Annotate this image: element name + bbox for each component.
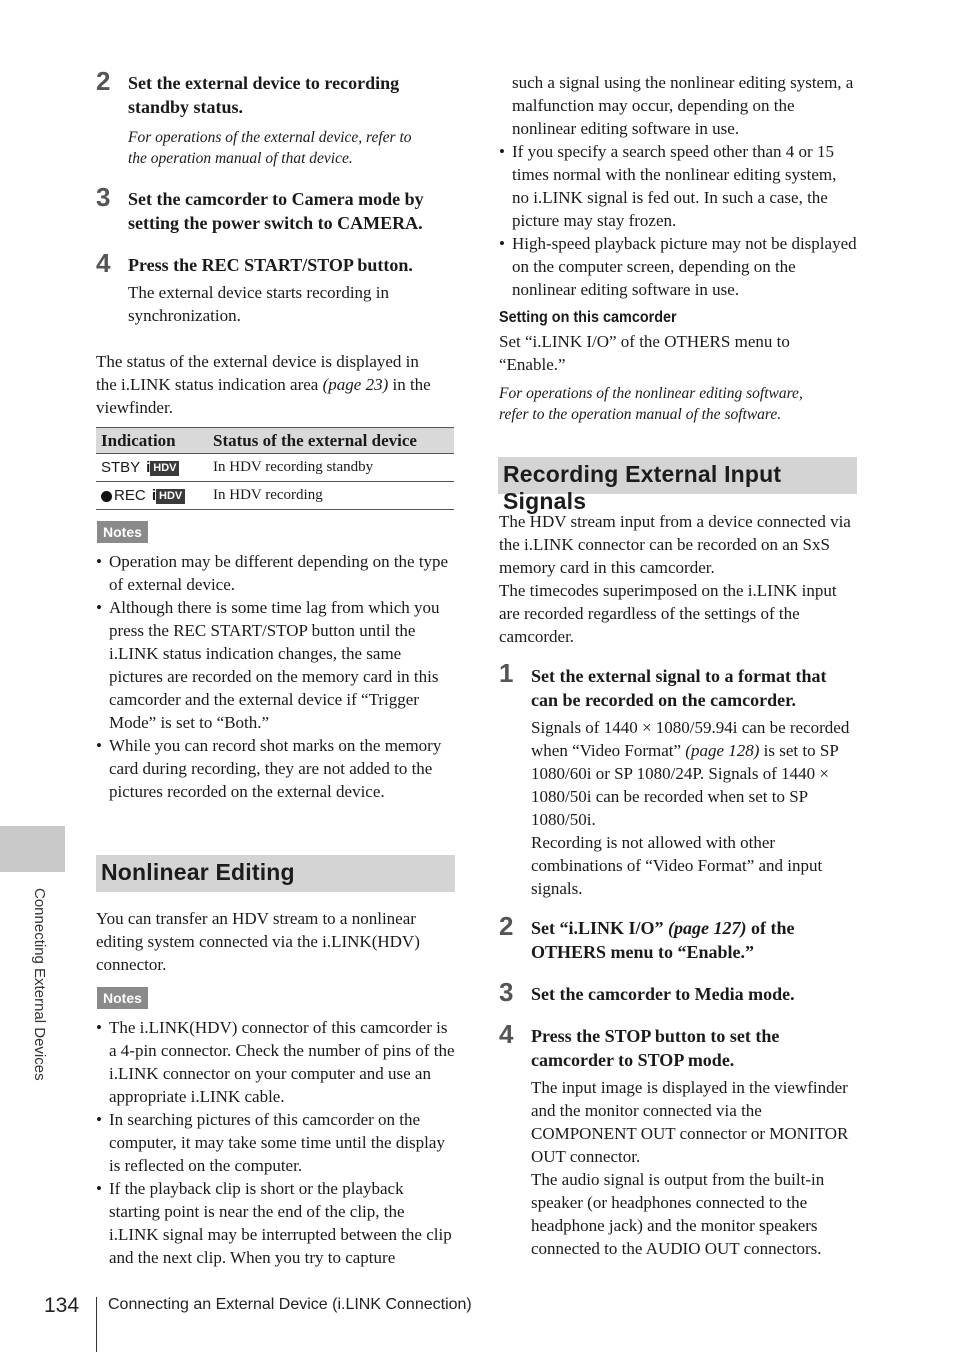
- table-header-indication: Indication: [96, 428, 208, 454]
- indication-cell: STBY i HDV: [96, 454, 208, 482]
- setting-paragraph: Set “i.LINK I/O” of the OTHERS menu to “Enable.”: [499, 332, 790, 374]
- list-item: • While you can record shot marks on the memory card during recording, they are not added to the pictures recorded on the external device.: [96, 734, 456, 803]
- list-item: • If the playback clip is short or the playback starting point is near the end of the clip, the i.LINK signal may be interrupted between the clip and the next clip. When you try to capture: [96, 1177, 456, 1269]
- step-4-number: 4: [96, 248, 111, 278]
- setting-note: For operations of the nonlinear editing software, refer to the operation manual of the software.: [499, 385, 803, 423]
- status-paragraph: The status of the external device is displayed in the i.LINK status indication area (page 23) in the viewfinder.: [96, 352, 431, 417]
- step-4-title: Press the REC START/STOP button.: [128, 255, 413, 275]
- list-item: • If you specify a search speed other than 4 or 15 times normal with the nonlinear editing system, no i.LINK signal is fed out. In such a case, the picture may stay frozen.: [499, 140, 857, 232]
- indication-cell: REC i HDV: [96, 482, 208, 510]
- page-ref-link[interactable]: (page 128): [685, 741, 760, 760]
- page-ref-link[interactable]: (page 23): [322, 375, 389, 394]
- step-2-number: 2: [96, 66, 111, 96]
- status-cell: In HDV recording standby: [208, 454, 454, 482]
- step-2-title: Set “i.LINK I/O” (page 127) of the OTHERS menu to “Enable.”: [531, 918, 795, 962]
- table-header-row: [96, 428, 454, 454]
- step-4-title: Press the STOP button to set the camcorder to STOP mode.: [531, 1026, 780, 1070]
- step-2-note: For operations of the external device, refer to the operation manual of that device.: [128, 129, 412, 167]
- table-row: [96, 482, 454, 510]
- continued-notes-list: [499, 71, 857, 301]
- running-title: Connecting an External Device (i.LINK Connection): [108, 1296, 472, 1313]
- step-4-body: The input image is displayed in the viewfinder and the monitor connected via the COMPONENT OUT connector or MONITOR OUT connector. The audio signal is output from the built-in speaker (or headphones connected to the headphone jack) and the monitor speakers connected to the AUDIO OUT connectors.: [531, 1078, 849, 1258]
- footer-divider: [96, 1297, 97, 1352]
- page-ref-link[interactable]: (page 127): [668, 918, 747, 938]
- section-heading-recording-external-input: Recording External Input Signals: [498, 457, 857, 494]
- list-item: • In searching pictures of this camcorder on the computer, it may take some time until the display is reflected on the computer.: [96, 1108, 456, 1177]
- step-3-number: 3: [96, 182, 111, 212]
- step-4-number: 4: [499, 1019, 514, 1049]
- step-1-number: 1: [499, 658, 514, 688]
- step-2-title: Set the external device to recording standby status.: [128, 73, 400, 117]
- list-item: • Although there is some time lag from which you press the REC START/STOP button until the i.LINK status indication changes, the same pictures are recorded on the memory card in this camcorder and the external device if “Trigger Mode” is set to “Both.”: [96, 596, 456, 734]
- notes-badge: Notes: [97, 987, 148, 1009]
- chapter-side-label: Connecting External Devices: [31, 888, 48, 1081]
- step-3-number: 3: [499, 977, 514, 1007]
- hdv-icon: HDV: [156, 489, 185, 504]
- page-number: 134: [44, 1294, 80, 1317]
- status-cell: In HDV recording: [208, 482, 454, 510]
- hdv-icon: HDV: [150, 461, 179, 476]
- list-item: • Operation may be different depending on the type of external device.: [96, 550, 456, 596]
- ilink-icon: i: [146, 459, 151, 476]
- step-1-body: Signals of 1440 × 1080/59.94i can be recorded when “Video Format” (page 128) is set to SP 1080/60i or SP 1080/24P. Signals of 1440 × 1080/50i can be recorded when set to SP 1080/50i. Recording is not allowed with other combinations of “Video Format” and input signals.: [531, 718, 850, 898]
- list-item: • The i.LINK(HDV) connector of this camcorder is a 4-pin connector. Check the number of pins of the i.LINK connector on your computer and use an appropriate i.LINK cable.: [96, 1016, 456, 1108]
- table-header-status: Status of the external device: [208, 428, 454, 454]
- step-4-body: The external device starts recording in synchronization.: [128, 283, 390, 325]
- list-item: • High-speed playback picture may not be displayed on the computer screen, depending on the nonlinear editing software in use.: [499, 232, 857, 301]
- chapter-side-tab: [0, 826, 65, 872]
- ilink-icon: i: [151, 487, 157, 504]
- list-item-continued: such a signal using the nonlinear editing system, a malfunction may occur, depending on the nonlinear editing software in use.: [512, 73, 854, 138]
- nonlinear-paragraph: You can transfer an HDV stream to a nonlinear editing system connected via the i.LINK(HDV) connector.: [96, 909, 420, 974]
- step-3-title: Set the camcorder to Media mode.: [531, 984, 795, 1004]
- record-dot-icon: [101, 491, 112, 502]
- step-2-number: 2: [499, 911, 514, 941]
- step-1-title: Set the external signal to a format that can be recorded on the camcorder.: [531, 666, 827, 710]
- notes-list: [96, 1016, 456, 1269]
- setting-subheading: Setting on this camcorder: [499, 309, 677, 326]
- status-table: [96, 427, 454, 510]
- table-row: [96, 454, 454, 482]
- section-heading-nonlinear-editing: Nonlinear Editing: [96, 855, 455, 892]
- notes-list: [96, 550, 456, 803]
- step-3-title: Set the camcorder to Camera mode by setting the power switch to CAMERA.: [128, 189, 424, 233]
- recording-paragraph: The HDV stream input from a device connected via the i.LINK connector can be recorded on an SxS memory card in this camcorder. The timecodes superimposed on the i.LINK input are recorded regardless of the settings of the camcorder.: [499, 512, 851, 646]
- notes-badge: Notes: [97, 521, 148, 543]
